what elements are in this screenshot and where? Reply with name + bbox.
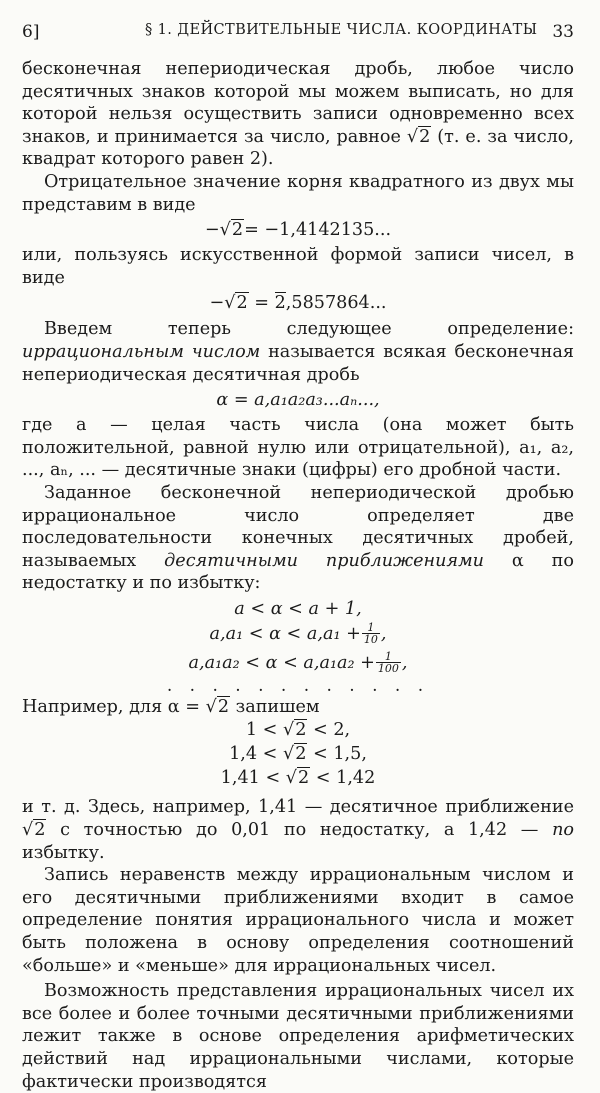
paragraph-4: Введем теперь следующее определение: иррациональным числом называется всякая бесконечная непериодическая десятичная дробь [22, 319, 574, 385]
paragraph-2: Отрицательное значение корня квадратного из двух мы представим в виде [22, 171, 574, 215]
paragraph-6: Заданное бесконечной непериодической дробью иррациональное число определяет две последовательности конечных десятичных дробей, называемых десятичными приближениями α по недостатку и по избытку: [22, 482, 574, 594]
inequality-3: a,a₁a₂ < α < a,a₁a₂ + $\frac{1}{100}$ , [188, 650, 408, 676]
inequality-1: a < α < a + 1, [234, 598, 362, 619]
paragraph-1: бесконечная непериодическая дробь, любое число десятичных знаков которой мы можем выписать, но для которой нельзя осуществить записи одновременно всех знаков, и принимается за число, равное √2 (т. е. за число, квадрат которого равен 2). [22, 59, 574, 170]
paragraph-3: или, пользуясь искусственной формой записи чисел, в виде [22, 245, 574, 288]
example-1: 1 < √2 < 2, [245, 720, 351, 741]
ellipsis-row: . . . . . . . . . . . . [166, 675, 430, 696]
equation-2: −√2 = 2,5857864... [209, 293, 387, 314]
paragraph-7: Например, для α = √2 запишем [22, 696, 320, 717]
chapter-marker: 6] [22, 22, 40, 42]
paragraph-8: и т. д. Здесь, например, 1,41 — десятичное приближение √2 с точностью до 0,01 по недостатку, а 1,42 — по избытку. [22, 797, 574, 863]
running-title: § 1. ДЕЙСТВИТЕЛЬНЫЕ ЧИСЛА. КООРДИНАТЫ [145, 22, 538, 38]
sqrt-2: √2 [406, 126, 431, 147]
equation-1: −√2= −1,4142135... [204, 220, 392, 241]
paragraph-9: Запись неравенств между иррациональным числом и его десятичными приближениями входит в самое определение понятия иррационального числа и может быть положена в основу определения соотношений «больше» и «меньше» для иррациональных чисел. [22, 865, 574, 976]
term-decimal-approximations: десятичными приближениями [164, 550, 484, 571]
term-irrational-number: иррациональным числом [22, 341, 261, 362]
page-header [22, 0, 574, 58]
inequality-2: a,a₁ < α < a,a₁ + $\frac{1}{10}$ , [209, 621, 387, 647]
paragraph-5: где a — целая часть числа (она может быть положительной, равной нулю или отрицательной), a₁, a₂, ..., aₙ, ... — десятичные знаки (цифры) его дробной части. [22, 415, 574, 481]
paragraph-10: Возможность представления иррациональных чисел их все более и более точными десятичными приближениями лежит также в основе определения арифметических действий над иррациональными числами, которые фактически производятся [22, 981, 574, 1092]
equation-3: α = a,a₁a₂a₃...aₙ..., [216, 390, 380, 411]
page-number: 33 [552, 22, 574, 42]
example-2: 1,4 < √2 < 1,5, [229, 744, 367, 765]
example-3: 1,41 < √2 < 1,42 [220, 768, 376, 789]
